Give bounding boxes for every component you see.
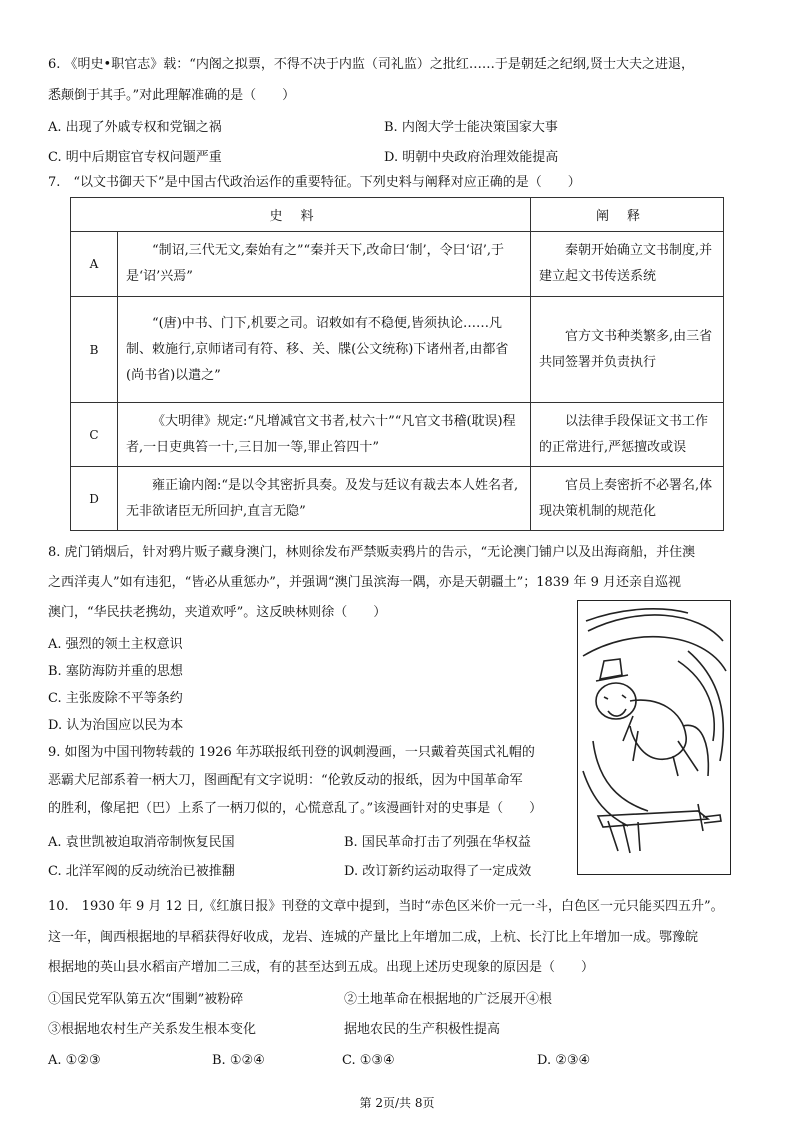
q9-stem-line2: 恶霸犬尼部系着一柄大刀，图画配有文字说明：“伦敦反动的报纸，因为中国革命军: [48, 773, 523, 788]
page-number: 第 2页/共 8页: [359, 1096, 435, 1110]
q10-option-a[interactable]: A. ①②③: [48, 1053, 101, 1068]
row-source: “制诏,三代无文,秦始有之”“秦并天下,改命曰‘制’，令曰‘诏’,于是‘诏’兴焉”: [118, 232, 531, 297]
q10-option-d[interactable]: D. ②③④: [537, 1053, 591, 1068]
q8-option-b[interactable]: B. 塞防海防并重的思想: [48, 664, 183, 679]
q6-option-b[interactable]: B. 内阁大学士能决策国家大事: [384, 120, 558, 135]
q7-stem: 7. “以文书御天下”是中国古代政治运作的重要特征。下列史料与阐释对应正确的是（ ）: [48, 175, 581, 190]
row-explain: 秦朝开始确立文书制度,并建立起文书传送系统: [531, 232, 724, 297]
row-source: 雍正谕内阁:“是以令其密折具奏。及发与廷议有裁去本人姓名者,无非欲诸臣无所回护,直言无隐”: [118, 467, 531, 531]
q9-option-c[interactable]: C. 北洋军阀的反动统治已被推翻: [48, 864, 235, 879]
q10-item-4: 据地农民的生产积极性提高: [344, 1022, 501, 1037]
table-row: [71, 232, 724, 297]
row-explain: 官员上奏密折不必署名,体现决策机制的规范化: [531, 467, 724, 531]
header-source: 史料: [71, 198, 531, 232]
q10-item-2: ②土地革命在根据地的广泛展开④根: [344, 992, 553, 1007]
q7-source-table: [70, 197, 724, 531]
header-explain: 阐释: [531, 198, 724, 232]
q9-option-a[interactable]: A. 袁世凯被迫取消帝制恢复民国: [48, 835, 235, 850]
q6-option-d[interactable]: D. 明朝中央政府治理效能提高: [384, 150, 559, 165]
q8-option-d[interactable]: D. 认为治国应以民为本: [48, 718, 184, 733]
q6-stem-line2: 悉颠倒于其手。”对此理解准确的是（ ）: [48, 88, 296, 103]
q10-option-b[interactable]: B. ①②④: [212, 1053, 265, 1068]
q9-stem-line1: 9. 如图为中国刊物转载的 1926 年苏联报纸刊登的讽刺漫画，一只戴着英国式礼帽的: [48, 745, 535, 760]
q9-stem-line3: 的胜利，像尾把（巴）上系了一柄刀似的，心慌意乱了。”该漫画针对的史事是（ ）: [48, 801, 543, 816]
q6-option-a[interactable]: A. 出现了外戚专权和党锢之祸: [48, 120, 222, 135]
q10-item-1: ①国民党军队第五次“围剿”被粉碎: [48, 992, 244, 1007]
row-label: A: [71, 232, 118, 297]
q6-stem-line1: 6. 《明史•职官志》载：“内阁之拟票，不得不决于内监（司礼监）之批红……于是朝廷之纪纲,贤士大夫之进退，: [48, 57, 694, 72]
table-row: [71, 467, 724, 531]
row-explain: 以法律手段保证文书工作的正常进行,严惩擅改或误: [531, 403, 724, 467]
q9-option-d[interactable]: D. 改订新约运动取得了一定成效: [344, 864, 532, 879]
q10-stem-line3: 根据地的英山县水稻亩产增加二三成，有的甚至达到五成。出现上述历史现象的原因是（ ）: [48, 960, 595, 975]
q8-stem-line1: 8. 虎门销烟后，针对鸦片贩子藏身澳门，林则徐发布严禁贩卖鸦片的告示，“无论澳门铺户以及出海商船，并住澳: [48, 545, 696, 560]
q10-option-c[interactable]: C. ①③④: [342, 1053, 395, 1068]
q6-option-c[interactable]: C. 明中后期宦官专权问题严重: [48, 150, 222, 165]
q9-option-b[interactable]: B. 国民革命打击了列强在华权益: [344, 835, 531, 850]
table-row: [71, 403, 724, 467]
q8-stem-line2: 之西洋夷人”如有违犯，“皆必从重惩办”，并强调“澳门虽滨海一隅，亦是天朝疆土”；1839 年 9 月还亲自巡视: [48, 575, 681, 590]
q10-stem-line2: 这一年，闽西根据地的早稻获得好收成，龙岩、连城的产量比上年增加二成，上杭、长汀比上年增加一成。鄂豫皖: [48, 930, 699, 945]
satirical-cartoon-image: [577, 600, 731, 875]
q8-stem-line3: 澳门，“华民扶老携幼，夹道欢呼”。这反映林则徐（ ）: [48, 605, 387, 620]
row-source: “(唐)中书、门下,机要之司。诏敕如有不稳便,皆须执论……凡制、敕施行,京师诸司有符、移、关、牒(公文统称)下诸州者,由都省(尚书省)以遣之”: [118, 297, 531, 403]
row-label: B: [71, 297, 118, 403]
cartoon-dog-icon: [578, 601, 730, 874]
row-label: C: [71, 403, 118, 467]
table-row: [71, 297, 724, 403]
q8-option-c[interactable]: C. 主张废除不平等条约: [48, 691, 183, 706]
table-header-row: [71, 198, 724, 232]
row-source: 《大明律》规定:“凡增减官文书者,杖六十”“凡官文书稽(耽误)程者,一日吏典笞一十,三日加一等,罪止笞四十”: [118, 403, 531, 467]
q8-option-a[interactable]: A. 强烈的领土主权意识: [48, 637, 183, 652]
q10-stem-line1: 10. 1930 年 9 月 12 日,《红旗日报》刊登的文章中提到，当时“赤色区米价一元一斗，白色区一元只能买四五升”。: [48, 899, 724, 914]
row-label: D: [71, 467, 118, 531]
row-explain: 官方文书种类繁多,由三省共同签署并负责执行: [531, 297, 724, 403]
q10-item-3: ③根据地农村生产关系发生根本变化: [48, 1022, 257, 1037]
